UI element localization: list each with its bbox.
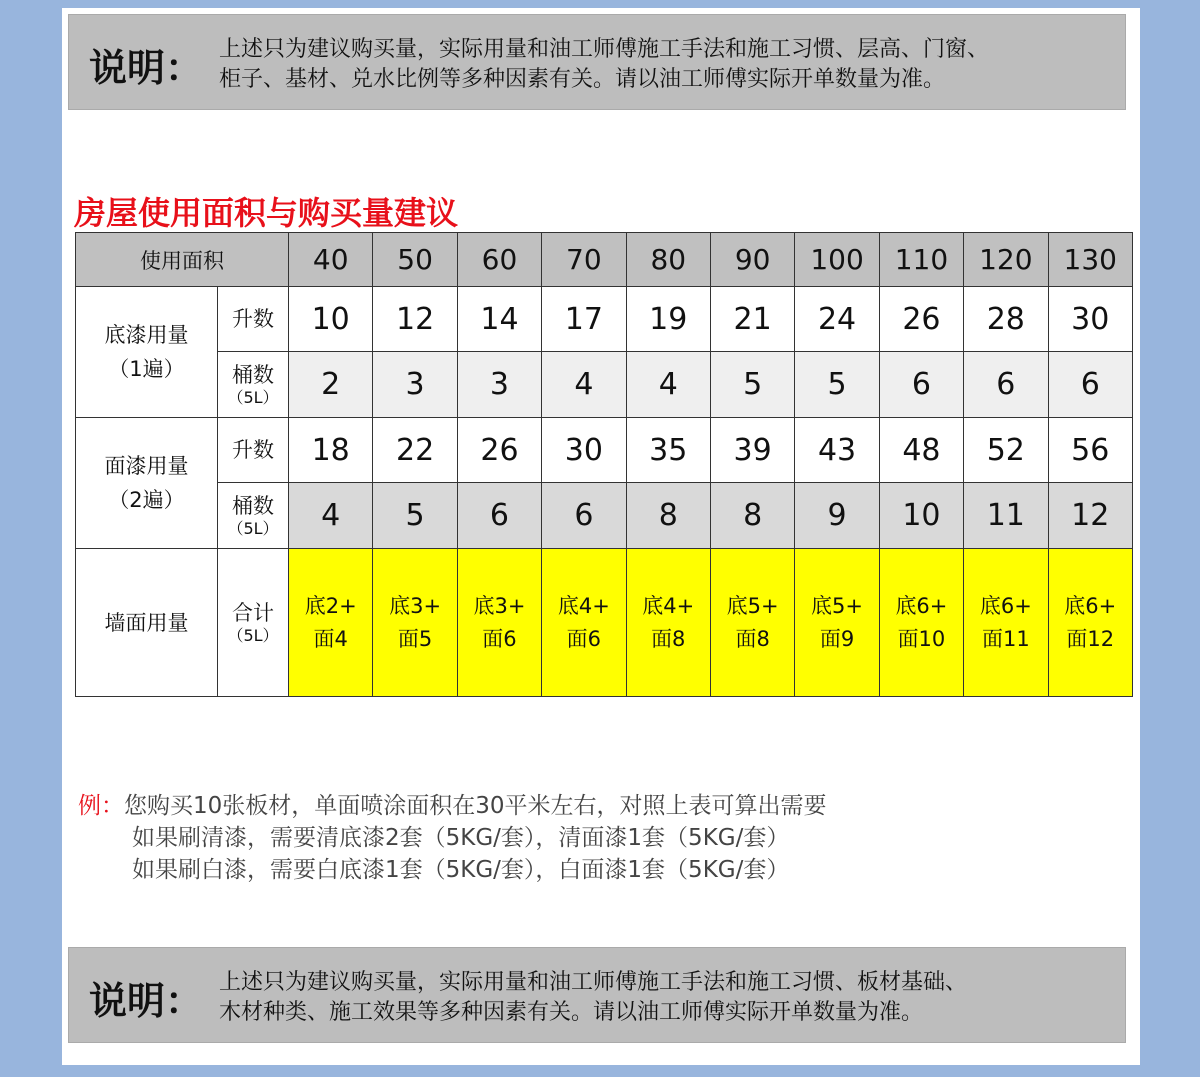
topcoat-buckets-cell: 11 (964, 483, 1048, 549)
wall-total-cell (626, 549, 710, 697)
table-title: 房屋使用面积与购买量建议 (74, 194, 459, 232)
note-text (219, 35, 1119, 95)
topcoat-buckets-cell: 6 (457, 483, 541, 549)
primer-buckets-cell: 2 (289, 352, 373, 418)
primer-liters-cell: 10 (289, 287, 373, 352)
primer-liters-cell: 19 (626, 287, 710, 352)
content-panel (62, 8, 1140, 1065)
wall-total-row (76, 549, 1133, 697)
topcoat-count: 面6 (566, 626, 602, 651)
wall-total-cell (710, 549, 794, 697)
note-line: 木材种类、施工效果等多种因素有关。请以油工师傅实际开单数量为准。 (219, 1000, 924, 1025)
primer-label: 底漆用量 （1遍） (76, 287, 218, 418)
wall-total-cell (1048, 549, 1132, 697)
area-value: 60 (457, 233, 541, 287)
primer-count: 底5+ (726, 593, 779, 618)
topcoat-liters-cell: 39 (710, 418, 794, 483)
primer-liters-cell: 17 (542, 287, 626, 352)
topcoat-count: 面6 (482, 626, 517, 651)
topcoat-liters-row (76, 418, 1133, 483)
primer-buckets-cell: 5 (710, 352, 794, 418)
topcoat-liters-cell: 22 (373, 418, 457, 483)
wall-total-cell (879, 549, 963, 697)
primer-buckets-row (76, 352, 1133, 418)
wall-total-cell (542, 549, 626, 697)
primer-count: 底3+ (473, 593, 526, 618)
wall-label: 墙面用量 (76, 549, 218, 697)
wall-total-cell (289, 549, 373, 697)
primer-count: 底5+ (811, 593, 864, 618)
topcoat-liters-cell: 26 (457, 418, 541, 483)
primer-liters-cell: 28 (964, 287, 1048, 352)
note-line: 上述只为建议购买量，实际用量和油工师傅施工手法和施工习惯、板材基础、 (219, 970, 968, 995)
primer-liters-cell: 21 (710, 287, 794, 352)
buckets-label: 桶数 （5L） (218, 352, 289, 418)
primer-buckets-cell: 6 (879, 352, 963, 418)
note-label: 说明： (89, 979, 204, 1023)
topcoat-liters-cell: 43 (795, 418, 879, 483)
primer-buckets-cell: 3 (373, 352, 457, 418)
area-value: 100 (795, 233, 879, 287)
topcoat-liters-cell: 48 (879, 418, 963, 483)
topcoat-buckets-cell: 9 (795, 483, 879, 549)
example-text (78, 790, 827, 886)
primer-count: 底2+ (304, 593, 357, 618)
topcoat-count: 面9 (819, 626, 855, 651)
area-label: 使用面积 (76, 233, 289, 287)
primer-buckets-cell: 6 (964, 352, 1048, 418)
primer-liters-cell: 12 (373, 287, 457, 352)
primer-count: 底6+ (979, 593, 1032, 618)
topcoat-count: 面11 (981, 626, 1030, 651)
primer-liters-cell: 14 (457, 287, 541, 352)
topcoat-buckets-cell: 4 (289, 483, 373, 549)
primer-count: 底4+ (557, 593, 610, 618)
topcoat-liters-cell: 35 (626, 418, 710, 483)
topcoat-count: 面5 (397, 626, 433, 651)
area-value: 70 (542, 233, 626, 287)
topcoat-liters-cell: 56 (1048, 418, 1132, 483)
area-value: 120 (964, 233, 1048, 287)
area-value: 90 (710, 233, 794, 287)
primer-liters-cell: 26 (879, 287, 963, 352)
area-value: 130 (1048, 233, 1132, 287)
topcoat-buckets-cell: 5 (373, 483, 457, 549)
example-label: 例： (78, 793, 124, 819)
topcoat-liters-cell: 18 (289, 418, 373, 483)
bottom-note (68, 947, 1126, 1043)
wall-total-cell (964, 549, 1048, 697)
area-value: 110 (879, 233, 963, 287)
primer-count: 底6+ (895, 593, 948, 618)
topcoat-count: 面8 (735, 626, 770, 651)
header-row (76, 233, 1133, 287)
primer-buckets-cell: 4 (542, 352, 626, 418)
topcoat-count: 面8 (651, 626, 686, 651)
primer-liters-row (76, 287, 1133, 352)
topcoat-buckets-cell: 8 (710, 483, 794, 549)
wall-total-cell (795, 549, 879, 697)
liters-label: 升数 (218, 287, 289, 352)
primer-count: 底6+ (1064, 593, 1117, 618)
note-line: 柜子、基材、兑水比例等多种因素有关。请以油工师傅实际开单数量为准。 (219, 67, 946, 92)
primer-buckets-cell: 4 (626, 352, 710, 418)
topcoat-liters-cell: 30 (542, 418, 626, 483)
topcoat-buckets-cell: 6 (542, 483, 626, 549)
wall-total-cell (457, 549, 541, 697)
topcoat-buckets-cell: 10 (879, 483, 963, 549)
topcoat-count: 面4 (313, 626, 348, 651)
area-value: 50 (373, 233, 457, 287)
total-label: 合计 （5L） (218, 549, 289, 697)
primer-liters-cell: 24 (795, 287, 879, 352)
topcoat-count: 面12 (1066, 626, 1115, 651)
primer-buckets-cell: 3 (457, 352, 541, 418)
liters-label: 升数 (218, 418, 289, 483)
example-line: 您购买10张板材，单面喷涂面积在30平米左右，对照上表可算出需要 (124, 793, 827, 819)
example-line: 如果刷白漆，需要白底漆1套（5KG/套），白面漆1套（5KG/套） (132, 857, 790, 883)
buckets-label: 桶数 （5L） (218, 483, 289, 549)
note-line: 上述只为建议购买量，实际用量和油工师傅施工手法和施工习惯、层高、门窗、 (219, 37, 990, 62)
area-value: 40 (289, 233, 373, 287)
primer-buckets-cell: 6 (1048, 352, 1132, 418)
topcoat-buckets-cell: 8 (626, 483, 710, 549)
area-value: 80 (626, 233, 710, 287)
top-note (68, 14, 1126, 110)
primer-buckets-cell: 5 (795, 352, 879, 418)
note-text (219, 968, 1119, 1028)
paint-usage-table (75, 232, 1133, 697)
wall-total-cell (373, 549, 457, 697)
primer-count: 底3+ (389, 593, 442, 618)
example-line: 如果刷清漆，需要清底漆2套（5KG/套），清面漆1套（5KG/套） (132, 825, 790, 851)
primer-liters-cell: 30 (1048, 287, 1132, 352)
topcoat-label: 面漆用量 （2遍） (76, 418, 218, 549)
topcoat-count: 面10 (897, 626, 946, 651)
primer-count: 底4+ (642, 593, 695, 618)
topcoat-buckets-row (76, 483, 1133, 549)
topcoat-liters-cell: 52 (964, 418, 1048, 483)
note-label: 说明： (89, 46, 204, 90)
topcoat-buckets-cell: 12 (1048, 483, 1132, 549)
